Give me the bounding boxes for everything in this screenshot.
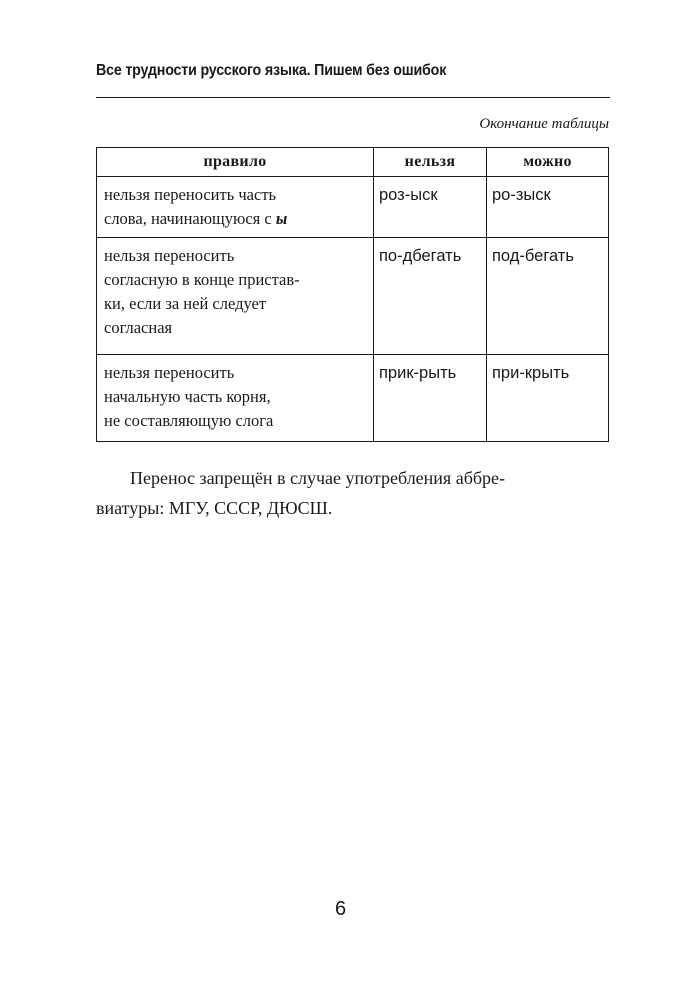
rule-line: начальную часть корня, [104, 387, 271, 406]
rule-cell [97, 238, 374, 355]
rule-cell [97, 355, 374, 442]
table-row [97, 238, 609, 355]
forbidden-cell [374, 238, 487, 355]
table-row [97, 355, 609, 442]
running-head: Все трудности русского языка. Пишем без ошибок [96, 62, 447, 79]
column-header-forbidden: нельзя [374, 148, 487, 177]
header-divider [96, 97, 610, 98]
page-number: 6 [334, 898, 347, 920]
allowed-example: при-крыть [492, 364, 570, 382]
rule-line: нельзя переносить [104, 363, 235, 382]
forbidden-example: по-дбегать [379, 247, 462, 265]
rule-cell [97, 177, 374, 238]
allowed-example: ро-зыск [492, 186, 551, 204]
rule-line: согласная [104, 318, 173, 337]
paragraph-line: виатуры: МГУ, СССР, ДЮСШ. [96, 498, 333, 518]
allowed-cell [487, 238, 609, 355]
forbidden-example: прик-рыть [379, 364, 457, 382]
table-caption: Окончание таблицы [479, 116, 609, 132]
rule-letter: ы [275, 209, 288, 228]
rule-line: слова, начинающуюся с [104, 209, 276, 228]
allowed-cell [487, 355, 609, 442]
forbidden-example: роз-ыск [379, 186, 438, 204]
forbidden-cell [374, 355, 487, 442]
table-row [97, 177, 609, 238]
column-header-allowed: можно [487, 148, 609, 177]
column-header-rule: правило [97, 148, 374, 177]
allowed-example: под-бегать [492, 247, 574, 265]
rule-line: нельзя переносить [104, 246, 235, 265]
rule-line: нельзя переносить часть [104, 185, 277, 204]
paragraph-line: Перенос запрещён в случае употребления аббре- [130, 468, 506, 488]
rule-line: ки, если за ней следует [104, 294, 267, 313]
allowed-cell [487, 177, 609, 238]
rule-line: согласную в конце пристав- [104, 270, 300, 289]
rule-line: не составляющую слога [104, 411, 274, 430]
hyphenation-rules-table [96, 147, 609, 442]
body-paragraph [96, 463, 610, 523]
forbidden-cell [374, 177, 487, 238]
table-header-row [97, 148, 609, 177]
